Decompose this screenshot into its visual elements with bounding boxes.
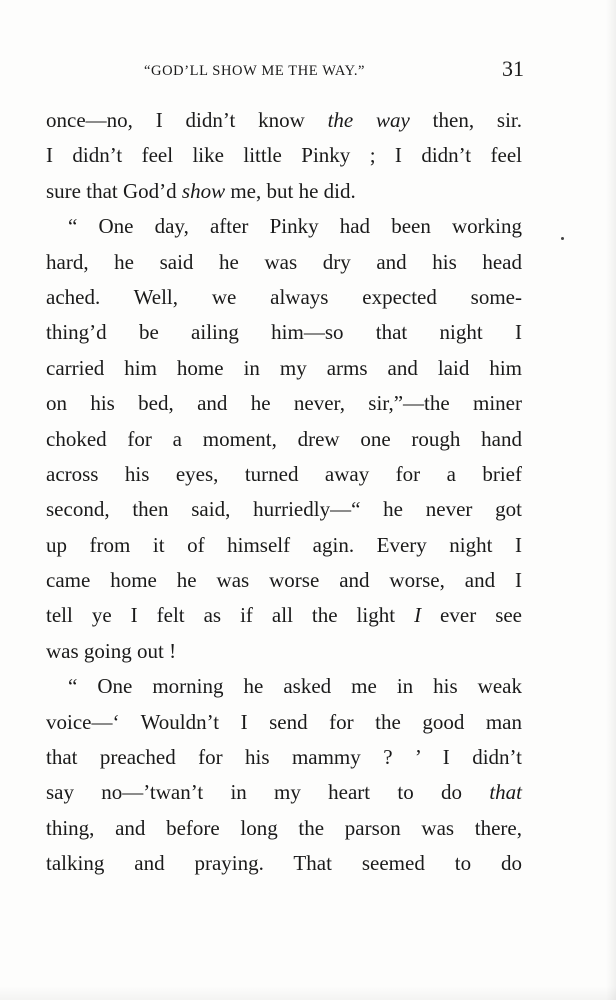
text-line-11: across his eyes, turned away for a brief (46, 461, 522, 486)
text-line-17: “ One morning he asked me in his weak (68, 674, 522, 699)
text-line-21: thing, and before long the parson was there, (46, 815, 522, 840)
page-bottom-shadow (0, 986, 616, 1000)
text-line-12: second, then said, hurriedly—“ he never got (46, 497, 522, 522)
italic-phrase: the way (327, 108, 410, 132)
text-line-9: on his bed, and he never, sir,”—the miner (46, 391, 522, 416)
text-line-1: once—no, I didn’t know the way then, sir. (46, 108, 522, 132)
text-line-2: I didn’t feel like little Pinky ; I didn’t feel (46, 143, 522, 168)
running-title: “GOD’LL SHOW ME THE WAY.” (144, 63, 366, 79)
text-line-10: choked for a moment, drew one rough hand (46, 426, 522, 451)
text-line-7: thing’d be ailing him—so that night I (46, 320, 522, 345)
text-line-18: voice—‘ Wouldn’t I send for the good man (46, 709, 522, 734)
text-line-20: say no—’twan’t in my heart to do that (46, 780, 522, 805)
text-line-16: was going out ! (46, 638, 177, 663)
text-line-19: that preached for his mammy ? ’ I didn’t (46, 745, 522, 770)
body-text (46, 103, 522, 882)
text-line-3: sure that God’d show me, but he did. (46, 178, 356, 203)
margin-speck (561, 237, 564, 240)
text-line-15: tell ye I felt as if all the light I ever see (46, 603, 523, 628)
text-line-14: came home he was worse and worse, and I (46, 568, 522, 593)
text-line-6: ached. Well, we always expected some- (46, 284, 522, 309)
italic-word: that (489, 780, 522, 805)
text-line-8: carried him home in my arms and laid him (46, 355, 522, 380)
text-line-13: up from it of himself agin. Every night I (46, 532, 522, 557)
page-edge-shadow (606, 0, 616, 1000)
text-line-5: hard, he said he was dry and his head (46, 249, 522, 274)
page-header (46, 56, 524, 90)
page-number: 31 (502, 56, 524, 81)
text-line-4: “ One day, after Pinky had been working (68, 214, 522, 239)
italic-word: I (414, 603, 422, 628)
text-line-22: talking and praying. That seemed to do (46, 851, 522, 876)
italic-word: show (181, 178, 226, 203)
